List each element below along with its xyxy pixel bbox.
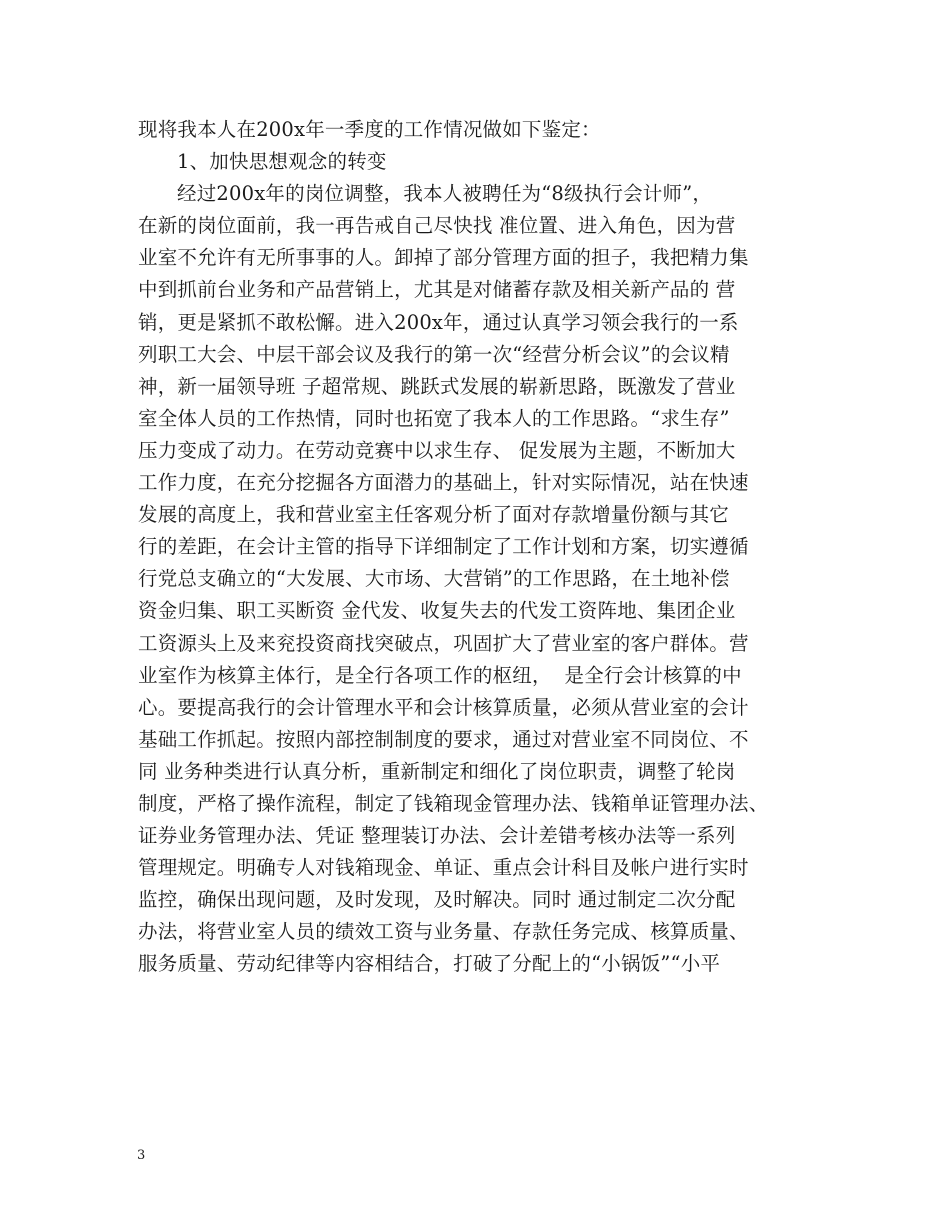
page-number: 3	[137, 1148, 146, 1163]
text-line: 行党总支确立的“大发展、大市场、大营销”的工作思路，在土地补偿	[138, 567, 730, 591]
text-line: 同 业务种类进行认真分析，重新制定和细化了岗位职责，调整了轮岗	[138, 759, 736, 783]
text-line: 中到抓前台业务和产品营销上，尤其是对储蓄存款及相关新产品的 营	[138, 278, 736, 302]
text-line: 神，新一届领导班 子超常规、跳跃式发展的崭新思路，既激发了营业	[138, 374, 736, 398]
text-line: 销，更是紧抓不敢松懈。进入200x年，通过认真学习领会我行的一系	[138, 310, 739, 334]
text-line: 工资源头上及来兖投资商找突破点，巩固扩大了营业室的客户群体。营	[138, 631, 749, 655]
text-line: 监控，确保出现问题，及时发现，及时解决。同时 通过制定二次分配	[138, 888, 736, 912]
text-line: 工作力度，在充分挖掘各方面潜力的基础上，针对实际情况，站在快速	[138, 471, 749, 495]
text-line: 业室不允许有无所事事的人。卸掉了部分管理方面的担子，我把精力集	[138, 246, 749, 270]
text-line: 资金归集、职工买断资 金代发、收复失去的代发工资阵地、集团企业	[138, 599, 736, 623]
text-line: 行的差距，在会计主管的指导下详细制定了工作计划和方案，切实遵循	[138, 535, 749, 559]
text-line: 服务质量、劳动纪律等内容相结合，打破了分配上的“小锅饭”“小平	[138, 952, 721, 976]
text-line: 制度，严格了操作流程，制定了钱箱现金管理办法、钱箱单证管理办法、	[138, 791, 769, 815]
text-line: 证券业务管理办法、凭证 整理装订办法、会计差错考核办法等一系列	[138, 824, 736, 848]
text-line: 办法，将营业室人员的绩效工资与业务量、存款任务完成、核算质量、	[138, 920, 749, 944]
text-line: 压力变成了动力。在劳动竞赛中以求生存、 促发展为主题，不断加大	[138, 438, 736, 462]
body-text	[138, 114, 858, 981]
text-line: 管理规定。明确专人对钱箱现金、单证、重点会计科目及帐户进行实时	[138, 856, 749, 880]
paragraph-first-line: 经过200x年的岗位调整，我本人被聘任为“8级执行会计师”，	[177, 182, 713, 206]
text-line: 室全体人员的工作热情，同时也拓宽了我本人的工作思路。“求生存”	[138, 406, 730, 430]
section-heading: 1、加快思想观念的转变	[177, 150, 387, 174]
text-line: 现将我本人在200x年一季度的工作情况做如下鉴定：	[138, 118, 601, 141]
text-line: 发展的高度上，我和营业室主任客观分析了面对存款增量份额与其它	[138, 503, 730, 527]
text-line: 业室作为核算主体行，是全行各项工作的枢纽， 是全行会计核算的中	[138, 663, 742, 687]
text-line: 基础工作抓起。按照内部控制制度的要求，通过对营业室不同岗位、不	[138, 727, 749, 751]
text-line: 心。要提高我行的会计管理水平和会计核算质量，必须从营业室的会计	[138, 695, 749, 719]
text-line: 在新的岗位面前，我一再告戒自己尽快找 准位置、进入角色，因为营	[138, 214, 736, 238]
text-line: 列职工大会、中层干部会议及我行的第一次“经营分析会议”的会议精	[138, 342, 730, 366]
